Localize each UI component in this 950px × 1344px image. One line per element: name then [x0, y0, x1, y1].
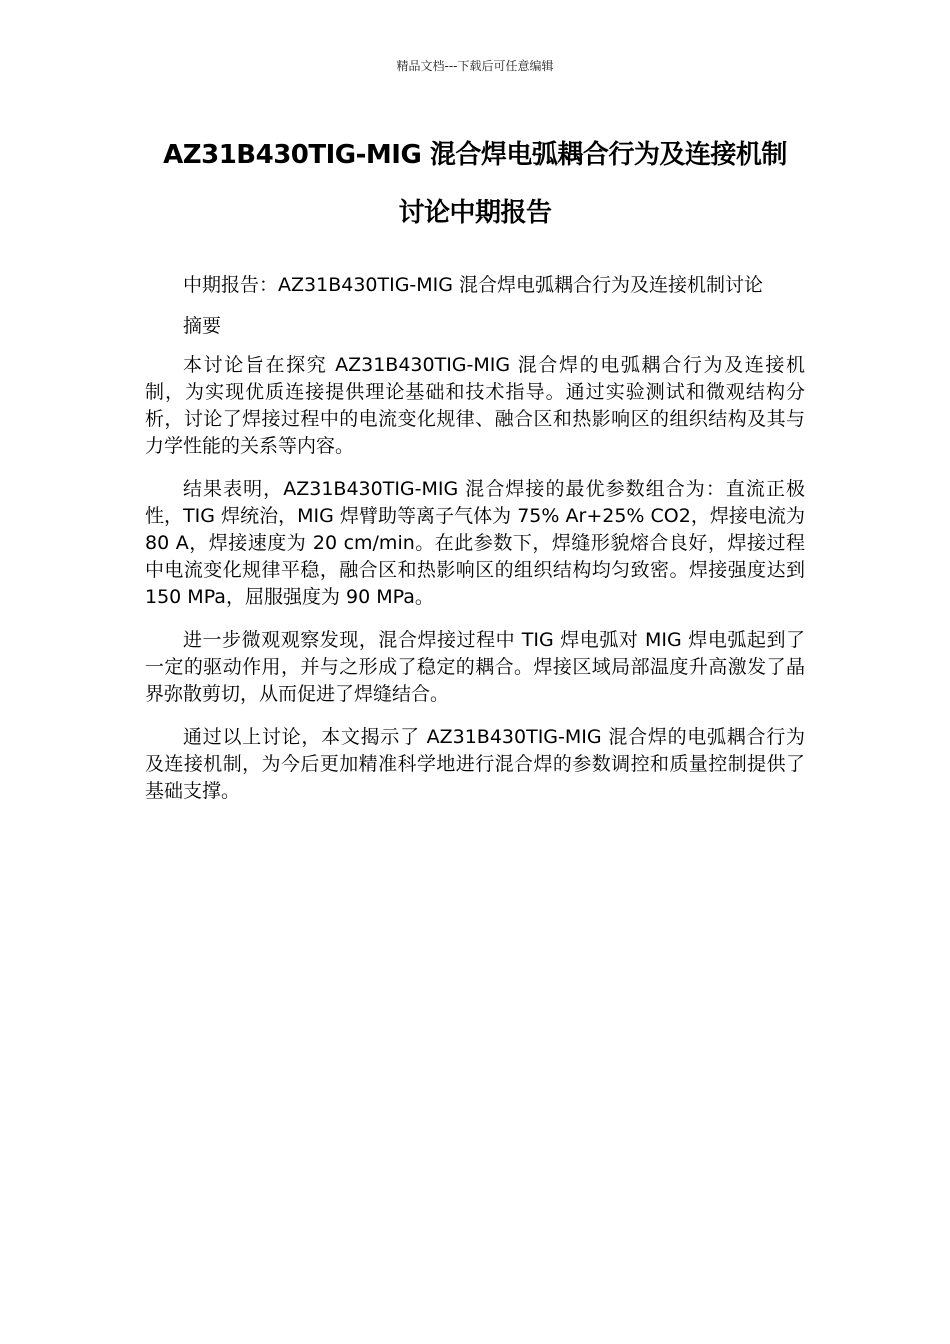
document-title-line-2: 讨论中期报告 [398, 198, 552, 228]
body-paragraph: 通过以上讨论，本文揭示了 AZ31B430TIG-MIG 混合焊的电弧耦合行为及连接机制，为今后更加精准科学地进行混合焊的参数调控和质量控制提供了基础支撑。 [145, 726, 805, 802]
body-paragraph: 本讨论旨在探究 AZ31B430TIG-MIG 混合焊的电弧耦合行为及连接机制，为实现优质连接提供理论基础和技术指导。通过实验测试和微观结构分析，讨论了焊接过程中的电流变化规律、融合区和热影响区的组织结构及其与力学性能的关系等内容。 [145, 354, 805, 457]
abstract-heading: 摘要 [183, 315, 222, 337]
document-body [145, 272, 805, 821]
intro-paragraph: 中期报告：AZ31B430TIG-MIG 混合焊电弧耦合行为及连接机制讨论 [183, 274, 764, 296]
body-paragraph: 进一步微观观察发现，混合焊接过程中 TIG 焊电弧对 MIG 焊电弧起到了一定的驱动作用，并与之形成了稳定的耦合。焊接区域局部温度升高激发了晶界弥散剪切，从而促进了焊缝结合。 [145, 629, 805, 705]
body-paragraph: 结果表明，AZ31B430TIG-MIG 混合焊接的最优参数组合为：直流正极性，TIG 焊统治，MIG 焊臂助等离子气体为 75% Ar+25% CO2，焊接电流为 80 A，焊接速度为 20 cm/min。在此参数下，焊缝形貌熔合良好，焊接过程中电流变化规律平稳，融合区和热影响区的组织结构均匀致密。焊接强度达到 150 MPa，屈服强度为 90 MPa。 [145, 478, 805, 608]
document-title-line-1: AZ31B430TIG-MIG 混合焊电弧耦合行为及连接机制 [163, 140, 787, 170]
header-note: 精品文档---下载后可任意编辑 [396, 59, 554, 73]
